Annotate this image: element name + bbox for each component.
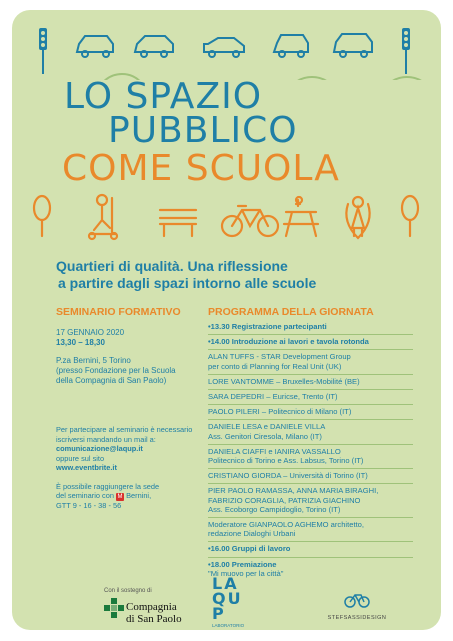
subtitle xyxy=(56,258,426,292)
registration-email-link[interactable]: comunicazione@laqup.it xyxy=(56,444,143,453)
sponsor-label: Con il sostegno di xyxy=(104,588,152,594)
compagnia-san-paolo-name: Compagnia di San Paolo xyxy=(126,601,182,625)
car-icons xyxy=(77,34,372,57)
program-item: DANIELE LESA e DANIELE VILLA Ass. Genitori Ciresola, Milano (IT) xyxy=(208,420,413,444)
registration-line-4: oppure sul sito xyxy=(56,453,105,463)
traffic-illustration xyxy=(12,10,441,80)
program-item: •14.00 Introduzione ai lavori e tavola rotonda xyxy=(208,335,413,350)
laqup-logo xyxy=(212,576,272,628)
registration-site-link[interactable]: www.eventbrite.it xyxy=(56,463,117,472)
program-heading: PROGRAMMA DELLA GIORNATA xyxy=(208,306,374,318)
program-item: DANIELA CIAFFI e IANIRA VASSALLO Politecnico di Torino e Ass. Labsus, Torino (IT) xyxy=(208,445,413,469)
stefsassi-name: STEFSASSIDESIGN xyxy=(327,615,387,621)
stefsassi-logo xyxy=(317,592,397,621)
registration-info xyxy=(56,425,196,520)
program-item: PAOLO PILERI – Politecnico di Milano (IT) xyxy=(208,405,413,420)
transport-line-1: È possibile raggiungere la sede xyxy=(56,481,160,491)
program-item: •16.00 Gruppi di lavoro xyxy=(208,542,413,557)
transport-line-2b: Bernini, xyxy=(126,491,152,500)
seminar-time: 13,30 – 18,30 xyxy=(56,338,105,347)
seminar-info xyxy=(56,328,191,394)
program-item: SARA DEPEDRI – Euricse, Trento (IT) xyxy=(208,390,413,405)
seminar-heading: SEMINARIO FORMATIVO xyxy=(56,306,181,318)
bicycle-icon xyxy=(222,206,278,236)
picnic-table-icon xyxy=(284,197,318,236)
program-item: CRISTIANO GIORDA – Università di Torino (IT) xyxy=(208,469,413,484)
seminar-place-3: della Compagnia di San Paolo) xyxy=(56,376,167,385)
program-item: •18.00 Premiazione "Mi muovo per la città" xyxy=(208,559,284,578)
program-item: Moderatore GIANPAOLO AGHEMO architetto, redazione Dialoghi Urbani xyxy=(208,518,413,542)
seminar-place-1: P.za Bernini, 5 Torino xyxy=(56,356,131,365)
program-item: ALAN TUFFS - STAR Development Group per conto di Planning for Real Unit (UK) xyxy=(208,350,413,374)
laqup-logo-text: LA QU P xyxy=(212,574,243,623)
laqup-subtitle: LABORATORIO xyxy=(212,623,245,628)
jumping-girl-icon xyxy=(346,197,369,238)
program-item: •13.30 Registrazione partecipanti xyxy=(208,320,413,335)
program-item: LORE VANTOMME – Bruxelles-Mobilité (BE) xyxy=(208,375,413,390)
title-line-3: COME SCUOLA xyxy=(62,148,340,189)
compagnia-san-paolo-logo-icon xyxy=(104,598,124,620)
program-item: PIER PAOLO RAMASSA, ANNA MARIA BIRAGHI, FABRIZIO CORAGLIA, PATRIZIA GIACHINO Ass. Ecoborgo Campidoglio, Torino (IT) xyxy=(208,484,413,518)
subtitle-line-1: Quartieri di qualità. Una riflessione xyxy=(56,258,288,274)
seminar-place-2: (presso Fondazione per la Scuola xyxy=(56,366,176,375)
bench-icon xyxy=(160,210,196,236)
subtitle-line-2: a partire dagli spazi intorno alle scuole xyxy=(58,275,317,291)
tree-icon xyxy=(34,196,50,236)
seminar-date: 17 GENNAIO 2020 xyxy=(56,328,125,337)
transport-line-3: GTT 9 - 16 - 38 - 56 xyxy=(56,501,122,510)
transport-info xyxy=(56,482,196,511)
public-space-icons xyxy=(32,190,422,250)
title-line-1: LO SPAZIO xyxy=(64,76,263,117)
tree-icon-right xyxy=(402,196,418,236)
program-list xyxy=(208,320,413,581)
registration-line-1: Per partecipare al seminario è necessario xyxy=(56,425,193,434)
title-line-2: PUBBLICO xyxy=(108,110,298,151)
metro-icon: M xyxy=(117,494,123,500)
transport-line-2: del seminario con xyxy=(56,491,114,500)
registration-line-2: iscriversi mandando un mail a: xyxy=(56,434,156,444)
scooter-child-icon xyxy=(89,195,117,239)
poster xyxy=(12,10,441,630)
bicycle-logo-icon xyxy=(344,592,370,608)
